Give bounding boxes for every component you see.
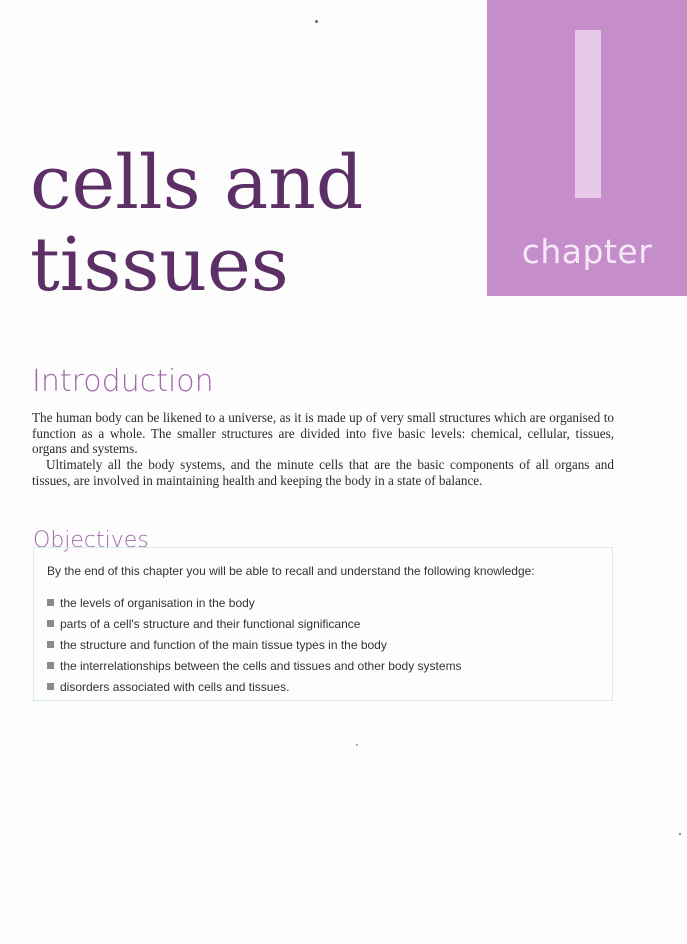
objective-text: parts of a cell's structure and their functional significance [60, 616, 361, 631]
square-bullet-icon [47, 683, 54, 690]
square-bullet-icon [47, 662, 54, 669]
chapter-marker [487, 0, 687, 296]
chapter-label: chapter [521, 232, 653, 271]
chapter-title [30, 142, 363, 306]
introduction-paragraph: Ultimately all the body systems, and the minute cells that are the basic components of all organs and tissues, are involved in maintaining health and keeping the body in a state of balance. [32, 457, 614, 488]
objective-item [47, 676, 462, 697]
introduction-heading: Introduction [32, 364, 214, 399]
objectives-list [47, 592, 462, 697]
print-speck [679, 833, 681, 835]
print-speck [315, 20, 318, 23]
objective-item [47, 634, 462, 655]
objective-text: the levels of organisation in the body [60, 595, 255, 610]
print-speck [356, 744, 358, 746]
objectives-intro: By the end of this chapter you will be able to recall and understand the following knowledge: [47, 564, 535, 578]
objectives-box [33, 547, 613, 701]
chapter-title-line-1: cells and [30, 140, 364, 226]
objectives-heading: Objectives [33, 528, 149, 553]
square-bullet-icon [47, 641, 54, 648]
objective-item [47, 613, 462, 634]
objective-item [47, 655, 462, 676]
objective-text: the interrelationships between the cells and tissues and other body systems [60, 658, 462, 673]
chapter-title-line-2: tissues [30, 222, 289, 308]
introduction-body [32, 410, 614, 489]
objective-text: the structure and function of the main tissue types in the body [60, 637, 387, 652]
chapter-numeral-bar [575, 30, 601, 198]
objective-text: disorders associated with cells and tissues. [60, 679, 290, 694]
square-bullet-icon [47, 620, 54, 627]
objective-item [47, 592, 462, 613]
square-bullet-icon [47, 599, 54, 606]
introduction-paragraph: The human body can be likened to a universe, as it is made up of very small structures which are organised to function as a whole. The smaller structures are divided into five basic levels: chemical, cellular, tissues, organs and systems. [32, 410, 614, 457]
